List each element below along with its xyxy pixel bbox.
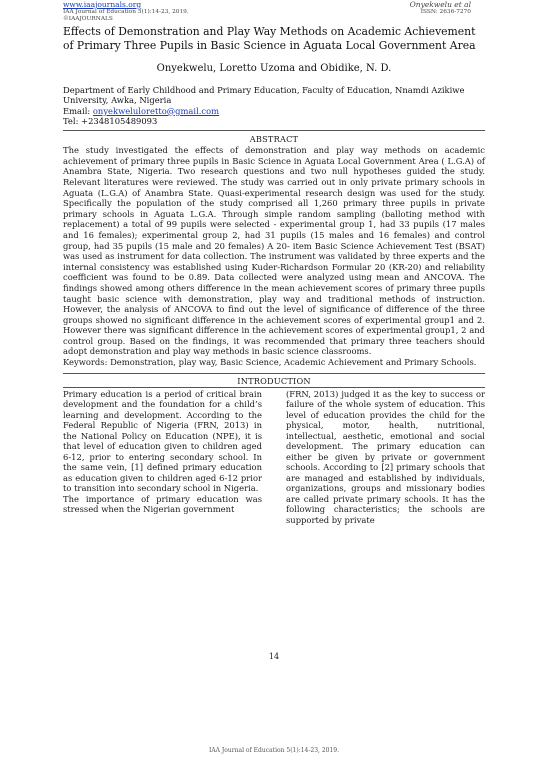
abstract-top-rule <box>63 130 485 131</box>
introduction-heading: INTRODUCTION <box>237 375 311 386</box>
intro-paragraph-1: Primary education is a period of critical brain development and the foundation for a child’s learning and development. According to the Federal Republic of Nigeria (FRN, 2013) in the National Policy on Education (NPE), it is that level of education given to children aged 6-12, prior to entering secondary school. In the same vein, [1] defined primary education as education given to children aged 6-12 prior to transition into secondary school in Nigeria. <box>63 388 262 494</box>
email-link[interactable]: onyekweluloretto@gmail.com <box>92 105 220 116</box>
running-authors: Onyekwelu et al <box>409 0 471 9</box>
paper-authors: Onyekwelu, Loretto Uzoma and Obidike, N. D. <box>156 63 392 74</box>
keywords-line: Keywords: Demonstration, play way, Basic Science, Academic Achievement and Primary Schools. <box>63 357 477 368</box>
journal-website-link[interactable]: www.iaajournals.org <box>63 0 142 9</box>
email-label: Email: <box>63 105 93 116</box>
journal-page <box>63 0 485 754</box>
header-top-row <box>63 0 485 9</box>
journal-copyright: ©IAAJOURNALS <box>63 16 113 22</box>
page-footer: IAA Journal of Education 5(1):14-23, 2019. <box>208 747 340 754</box>
header-citation-row <box>63 9 485 16</box>
intro-paragraph-2: The importance of primary education was stressed when the Nigerian government <box>63 493 262 515</box>
email-line <box>63 106 485 116</box>
journal-issn: ISSN: 2636-7270 <box>420 9 471 15</box>
abstract-heading: ABSTRACT <box>249 134 299 145</box>
intro-paragraph-3: (FRN, 2013) judged it as the key to success or failure of the whole system of education. This level of education provides the child for the physical, motor, health, nutritional, intellectual, aesthetic, emotional and social development. The primary education can either be given by private or government schools. According to [2] primary schools that are managed and established by individuals, organizations, groups and missionary bodies are called private primary schools. It has the following characteristics; the schools are supported by private <box>286 388 485 525</box>
department-line: Department of Early Childhood and Primary Education, Faculty of Education, Nnamdi Azikiwe University, Awka, Nigeria <box>63 85 465 106</box>
left-column <box>63 389 262 526</box>
intro-bottom-rule <box>63 387 485 388</box>
tel-line: Tel: +2348105489093 <box>63 115 158 126</box>
author-affiliation <box>63 85 485 126</box>
intro-top-rule <box>63 373 485 374</box>
paper-title: Effects of Demonstration and Play Way Methods on Academic Achievement of Primary Three Pupils in Basic Science in Aguata Local Government Area <box>63 25 476 52</box>
right-column <box>286 389 485 526</box>
page-number: 14 <box>268 652 280 661</box>
introduction-columns <box>63 389 485 526</box>
journal-citation: IAA Journal of Education 5(1):14-23, 2019. <box>63 9 189 15</box>
abstract-text: The study investigated the effects of demonstration and play way methods on academic achievement of primary three pupils in Basic Science in Aguata Local Government Area ( L.G.A) of Anambra State, Nigeria. Two research questions and two null hypotheses guided the study. Relevant literatures were reviewed. The study was carried out in only private primary schools in Aguata (L.G.A) of Anambra State. Quasi-experimental research design was used for the study. Specifically the population of the study comprised all 1,260 primary three pupils in private primary schools in Aguata L.G.A. Through simple random sampling (balloting method with replacement) a total of 99 pupils were selected - experimental group 1, had 33 pupils (17 males and 16 females); experimental group 2, had 31 pupils (15 males and 16 females) and control group, had 35 pupils (15 male and 20 females) A 20- item Basic Science Achievement Test (BSAT) was used as instrument for data collection. The instrument was validated by three experts and the internal consistency was established using Kuder-Richardson Formular 20 (KR-20) and reliability coefficient was found to be 0.89. Data collected were analyzed using mean and ANCOVA. The findings showed among others difference in the mean achievement scores of primary three pupils taught basic science with demonstration, play way and traditional methods of instruction. However, the analysis of ANCOVA to find out the level of significance of difference of the three groups showed no significant difference in the achievement scores of experimental group1 and 2. However there was significant difference in the achievement scores of experimental group1, 2 and control group. Based on the findings, it was recommended that primary three teachers should adopt demonstration and play way methods in basic science classrooms. <box>63 145 485 357</box>
